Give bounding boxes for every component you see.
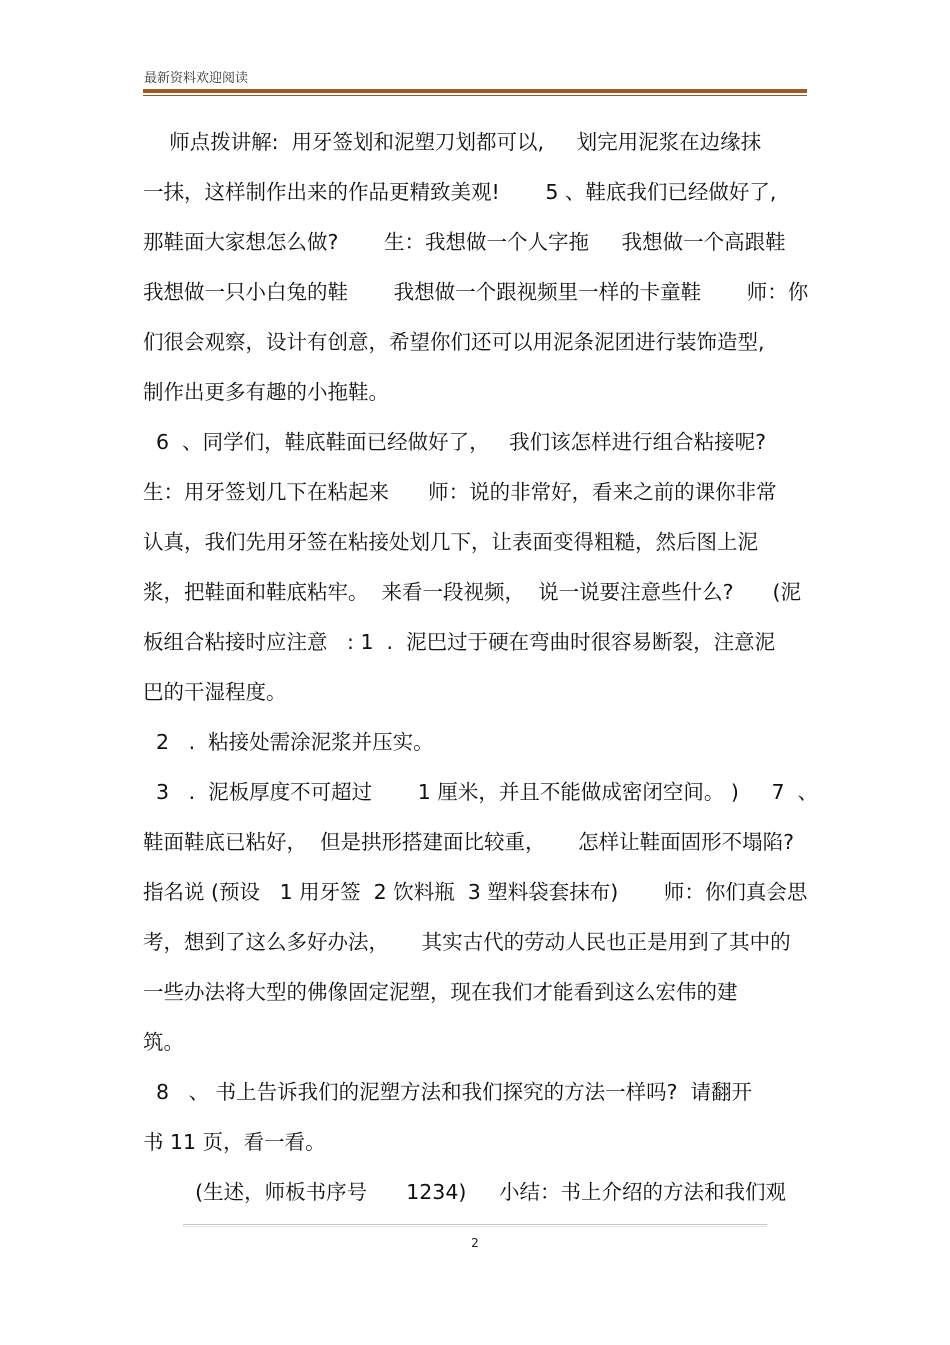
text-line: 书 11 页，看一看。 (143, 1130, 326, 1154)
text-line: 6 、同学们，鞋底鞋面已经做好了， 我们该怎样进行组合粘接呢? (143, 430, 767, 454)
text-line: 生：用牙签划几下在粘起来 师：说的非常好，看来之前的课你非常 (143, 480, 777, 504)
text-line: 指名说 (预设 1 用牙签 2 饮料瓶 3 塑料袋套抹布) 师：你们真会思 (143, 880, 808, 904)
text-line: 一些办法将大型的佛像固定泥塑，现在我们才能看到这么宏伟的建 (143, 980, 738, 1004)
text-line: 认真，我们先用牙签在粘接处划几下，让表面变得粗糙，然后图上泥 (143, 530, 758, 554)
header-divider-thin (143, 95, 807, 96)
text-line: 们很会观察，设计有创意，希望你们还可以用泥条泥团进行装饰造型, (143, 330, 765, 354)
text-line: 筑。 (143, 1030, 184, 1054)
text-line: 板组合粘接时应注意 : 1 . 泥巴过于硬在弯曲时很容易断裂，注意泥 (143, 630, 776, 654)
header-divider-thick (143, 89, 807, 93)
text-line: 那鞋面大家想怎么做? 生：我想做一个人字拖 我想做一个高跟鞋 (143, 230, 786, 254)
text-line: 2 . 粘接处需涂泥浆并压实。 (143, 730, 434, 754)
text-line: 师点拨讲解: 用牙签划和泥塑刀划都可以, 划完用泥浆在边缘抹 (143, 130, 762, 154)
page-number: 2 (471, 1236, 479, 1250)
footer-divider (183, 1224, 767, 1225)
text-line: (生述，师板书序号 1234) 小结：书上介绍的方法和我们观 (143, 1180, 786, 1204)
text-line: 鞋面鞋底已粘好， 但是拱形搭建面比较重， 怎样让鞋面固形不塌陷? (143, 830, 794, 854)
text-line: 我想做一只小白兔的鞋 我想做一个跟视频里一样的卡童鞋 师：你 (143, 280, 809, 304)
page-header-text: 最新资料欢迎阅读 (144, 71, 249, 86)
text-line: 考，想到了这么多好办法， 其实古代的劳动人民也正是用到了其中的 (143, 930, 791, 954)
text-line: 3 . 泥板厚度不可超过 1 厘米，并且不能做成密闭空间。 ) 7 、 (143, 780, 819, 804)
text-line: 巴的干湿程度。 (143, 680, 287, 704)
text-line: 一抹，这样制作出来的作品更精致美观! 5 、鞋底我们已经做好了, (143, 180, 777, 204)
text-line: 浆，把鞋面和鞋底粘牢。 来看一段视频， 说一说要注意些什么? (泥 (143, 580, 802, 604)
text-line: 制作出更多有趣的小拖鞋。 (143, 380, 389, 404)
text-line: 8 、 书上告诉我们的泥塑方法和我们探究的方法一样吗? 请翻开 (143, 1080, 753, 1104)
